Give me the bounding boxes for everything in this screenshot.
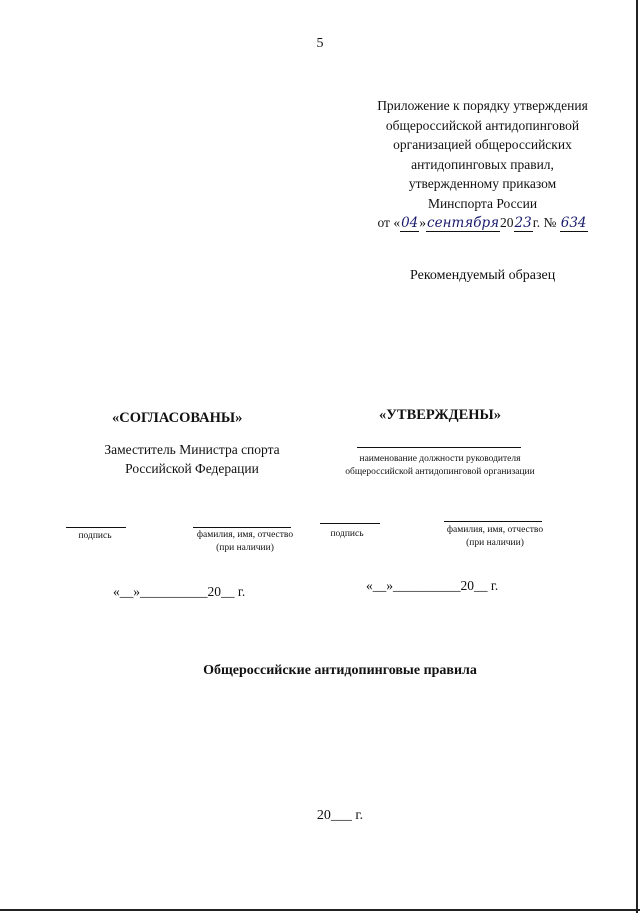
name-label-line: фамилия, имя, отчество (446, 525, 544, 535)
appendix-line: Минспорта России (427, 195, 538, 211)
agreed-date-line: «__»__________20__ г. (113, 584, 246, 599)
approved-signature-label: подпись (330, 529, 364, 539)
order-month-handwritten: сентября (427, 215, 500, 231)
order-quote-close: » (419, 215, 427, 230)
approved-name-line (444, 521, 542, 522)
appendix-line: Приложение к порядку утверждения (377, 98, 588, 113)
appendix-line: утвержденному приказом (408, 176, 557, 191)
scan-edge-bottom (0, 909, 640, 911)
order-year-prefix: 20 (500, 215, 514, 230)
caption-line: общероссийской антидопинговой организации (345, 467, 535, 477)
appendix-line: общероссийской антидопинговой (385, 117, 580, 133)
head-position-line (357, 447, 521, 448)
order-day-handwritten: 04 (401, 215, 419, 231)
appendix-block (345, 96, 620, 234)
rules-title: Общероссийские антидопинговые правила (203, 663, 477, 678)
approved-name-label (432, 524, 558, 550)
deputy-minister-position (86, 440, 298, 478)
approved-title: «УТВЕРЖДЕНЫ» (379, 407, 502, 423)
scan-edge-right (636, 0, 638, 913)
order-suffix: г. № (532, 215, 557, 230)
order-date-line (345, 213, 620, 234)
agreed-signature-line (66, 527, 126, 528)
agreed-name-line (193, 527, 291, 528)
position-line: Заместитель Министра спорта (104, 442, 280, 457)
order-prefix: от « (377, 215, 401, 230)
approved-signature-line (320, 523, 380, 524)
agreed-name-label (182, 529, 308, 555)
name-label-line: (при наличии) (466, 538, 524, 548)
order-number-handwritten: 634 (560, 215, 587, 231)
head-position-caption (330, 453, 550, 479)
approved-date-line: «__»__________20__ г. (366, 578, 499, 593)
position-line: Российской Федерации (125, 461, 259, 476)
order-year-handwritten: 23 (514, 215, 532, 231)
name-label-line: (при наличии) (216, 543, 274, 553)
year-line: 20___ г. (316, 808, 364, 823)
appendix-line: антидопинговых правил, (411, 156, 554, 172)
caption-line: наименование должности руководителя (359, 454, 521, 464)
recommended-sample-label: Рекомендуемый образец (410, 268, 556, 283)
appendix-line: организацией общероссийских (393, 137, 572, 152)
name-label-line: фамилия, имя, отчество (196, 530, 294, 540)
page-number: 5 (316, 36, 324, 51)
agreed-signature-label: подпись (78, 531, 112, 541)
agreed-title: «СОГЛАСОВАНЫ» (112, 410, 243, 426)
